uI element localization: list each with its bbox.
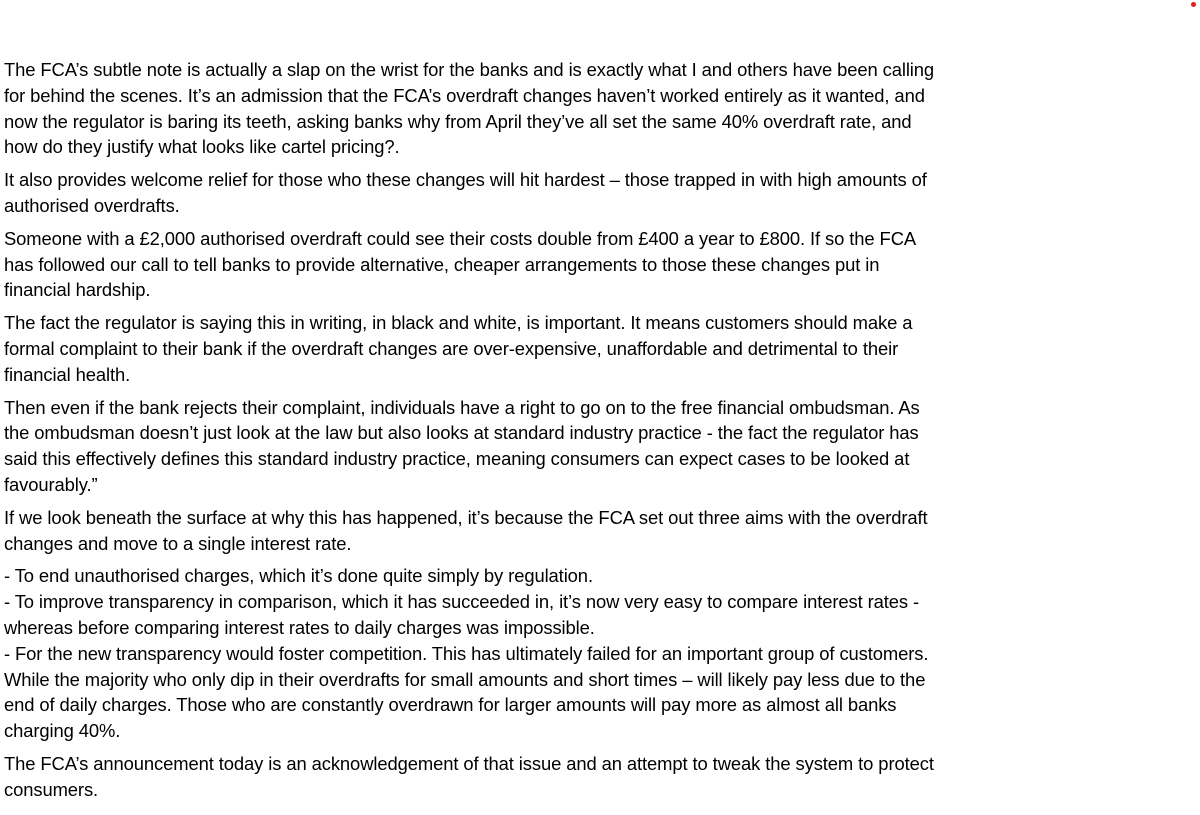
aim-item-transparency: - To improve transparency in comparison, which it has succeeded in, it’s now very easy to compare interest rates - whereas before comparing interest rates to daily charges was impossible. <box>4 591 920 638</box>
paragraph-ombudsman: Then even if the bank rejects their complaint, individuals have a right to go on to the free financial ombudsman. As the ombudsman doesn’t just look at the law but also looks at standard industry practice - the fact the regulator has said this effectively defines this standard industry practice, meaning consumers can expect cases to be looked at favourably.” <box>4 396 920 495</box>
paragraph-fca-note: The FCA’s subtle note is actually a slap on the wrist for the banks and is exactly what I and others have been calling for behind the scenes. It’s an admission that the FCA’s overdraft changes haven’t worked entirely as it wanted, and now the regulator is baring its teeth, asking banks why from April they’ve all set the same 40% overdraft rate, and how do they justify what looks like cartel pricing?. <box>4 59 935 158</box>
aim-item-competition: - For the new transparency would foster competition. This has ultimately failed for an important group of customers. While the majority who only dip in their overdrafts for small amounts and short times – will likely pay less due to the end of daily charges. Those who are constantly overdrawn for larger amounts will pay more as almost all banks charging 40%. <box>4 642 929 742</box>
paragraph-cost-example: Someone with a £2,000 authorised overdraft could see their costs double from £400 a year to £800. If so the FCA has followed our call to tell banks to provide alternative, cheaper arrangements to those these changes put in financial hardship. <box>4 227 916 301</box>
paragraph-regulator-writing: The fact the regulator is saying this in writing, in black and white, is important. It means customers should make a formal complaint to their bank if the overdraft changes are over-expensive, unaffordable and detrimental to their financial health. <box>4 312 913 385</box>
aims-list <box>4 563 949 744</box>
aim-item-unauthorised-charges: - To end unauthorised charges, which it’s done quite simply by regulation. <box>4 565 593 587</box>
red-dot-marker <box>1191 2 1196 7</box>
paragraph-welcome-relief: It also provides welcome relief for those who these changes will hit hardest – those trapped in with high amounts of authorised overdrafts. <box>4 169 927 216</box>
paragraph-closing: The FCA’s announcement today is an acknowledgement of that issue and an attempt to tweak the system to protect consumers. <box>4 752 934 800</box>
document-body <box>4 57 949 810</box>
paragraph-three-aims: If we look beneath the surface at why this has happened, it’s because the FCA set out three aims with the overdraft changes and move to a single interest rate. <box>4 506 928 554</box>
